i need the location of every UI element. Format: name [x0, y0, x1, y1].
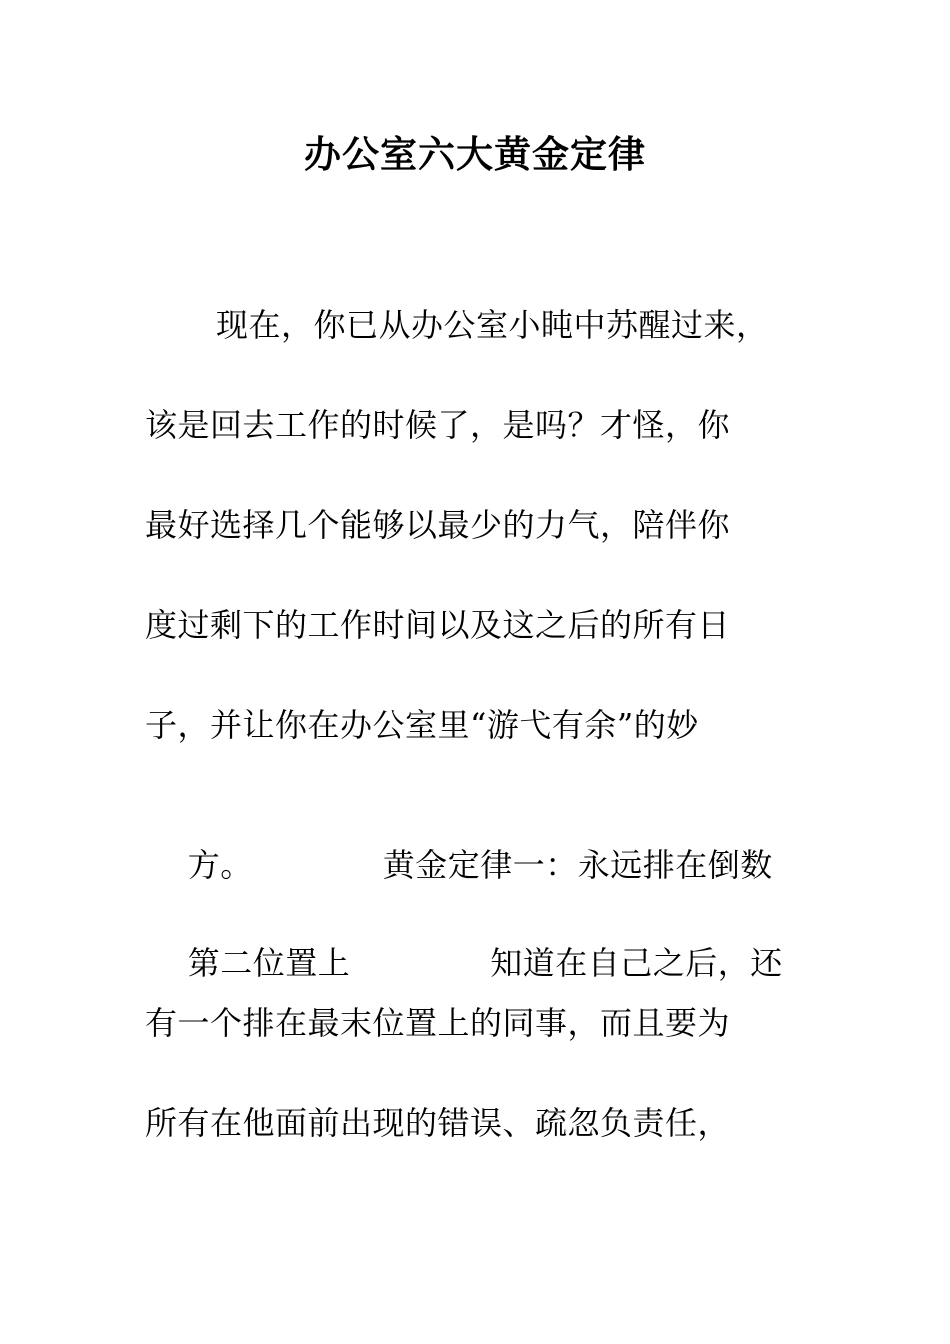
paragraph-line: 所有在他面前出现的错误、疏忽负责任， [145, 1104, 731, 1142]
rule-heading-end: 第二位置上 [187, 944, 351, 982]
line-segment: 方。 [187, 846, 253, 884]
rule-heading: 黄金定律一：永远排在倒数 [382, 846, 773, 884]
paragraph-line: 度过剩下的工作时间以及这之后的所有日 [145, 606, 731, 644]
document-title: 办公室六大黄金定律 [304, 132, 646, 176]
paragraph-line: 有一个排在最末位置上的同事，而且要为 [145, 1004, 731, 1042]
line-segment: 知道在自己之后，还 [490, 944, 783, 982]
paragraph-line: 现在，你已从办公室小盹中苏醒过来， [216, 306, 769, 344]
paragraph-line: 子，并让你在办公室里“游弋有余”的妙 [145, 706, 699, 744]
paragraph-line: 该是回去工作的时候了，是吗？才怪，你 [145, 406, 731, 444]
paragraph-line: 最好选择几个能够以最少的力气，陪伴你 [145, 506, 731, 544]
